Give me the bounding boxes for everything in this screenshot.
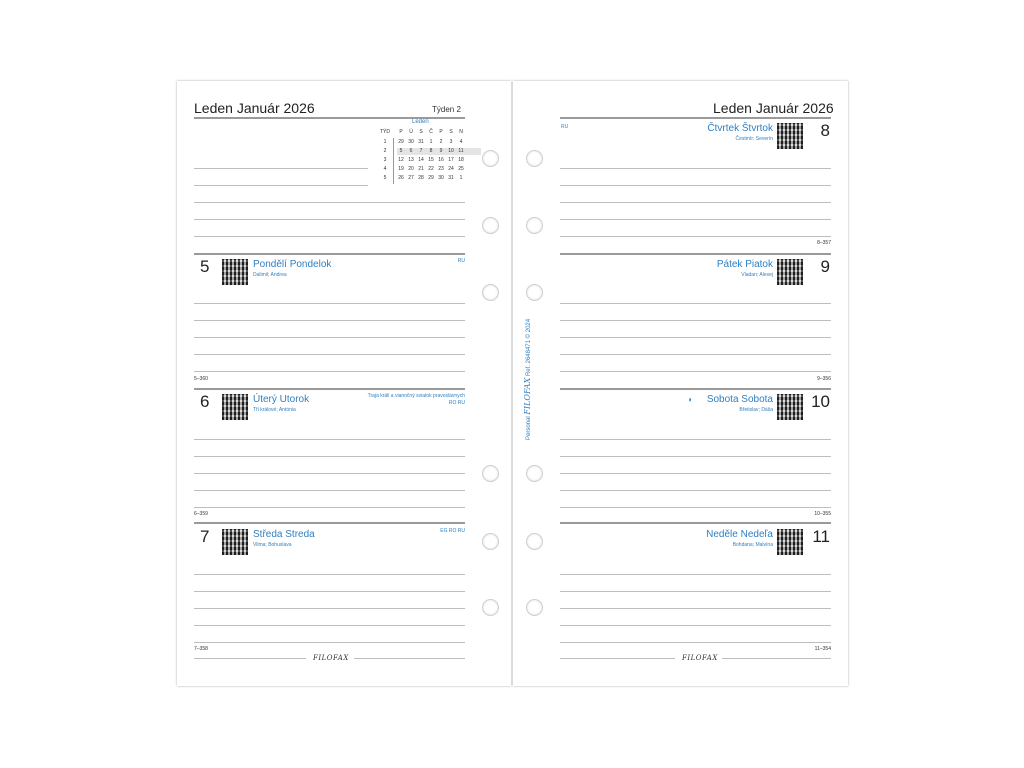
mini-calendar-day: 29: [428, 175, 434, 181]
mini-calendar-day: 8: [429, 148, 433, 154]
mini-calendar-day: 6: [409, 148, 413, 154]
ruled-line: [560, 608, 831, 609]
ruled-line: [194, 591, 465, 592]
ruled-line: [560, 591, 831, 592]
mini-calendar-day: 21: [418, 166, 424, 172]
punch-hole: [482, 465, 499, 482]
qr-code-icon: [777, 259, 803, 285]
moon-phase-icon: ◑: [687, 395, 692, 404]
day-of-year-code: 9–356: [817, 376, 831, 382]
mini-calendar-week-number: 5: [383, 175, 387, 181]
left-page-title: Leden Január 2026: [194, 100, 315, 116]
week-label: Týden 2: [432, 105, 461, 114]
mini-calendar-day: 13: [408, 157, 414, 163]
mini-calendar-day: 9: [439, 148, 443, 154]
mini-calendar-header: P: [439, 129, 443, 135]
ruled-line: [560, 354, 831, 355]
ruled-line: [194, 168, 368, 169]
filofax-logo-left: FILOFAX: [310, 654, 352, 662]
mini-calendar-header: N: [459, 129, 463, 135]
mini-calendar-header: S: [449, 129, 453, 135]
day-separator: [560, 253, 831, 255]
ruled-line: [560, 574, 831, 575]
day-number: 9: [820, 257, 830, 276]
day-name: Pondělí Pondelok: [253, 259, 332, 270]
side-note-prefix: Personal: [526, 416, 532, 440]
day-separator: [560, 388, 831, 390]
ruled-line: [560, 490, 831, 491]
day-name: Úterý Utorok: [253, 394, 310, 405]
ruled-line: [560, 303, 831, 304]
mini-calendar-day: 27: [408, 175, 414, 181]
mini-calendar-header: Č: [429, 129, 433, 135]
qr-code-icon: [777, 394, 803, 420]
name-days: Tři králové; Antónia: [253, 407, 296, 413]
mini-calendar-week-number: 3: [383, 157, 387, 163]
mini-calendar-header: P: [399, 129, 403, 135]
punch-hole: [526, 533, 543, 550]
ruled-line: [194, 202, 465, 203]
day-number: 5: [200, 257, 210, 276]
day-name: Čtvrtek Štvrtok: [707, 123, 773, 134]
mini-calendar-day: 11: [458, 148, 464, 154]
country-tags: RU: [561, 124, 569, 130]
qr-code-icon: [222, 529, 248, 555]
ruled-line: [560, 185, 831, 186]
ruled-line: [560, 507, 831, 508]
punch-hole: [526, 599, 543, 616]
right-page-title: Leden Január 2026: [713, 100, 834, 116]
day-separator: [194, 388, 465, 390]
mini-calendar-header: S: [419, 129, 423, 135]
mini-calendar-day: 4: [459, 139, 463, 145]
mini-calendar-day: 16: [438, 157, 444, 163]
ruled-line: [194, 320, 465, 321]
mini-calendar-day: 5: [399, 148, 403, 154]
name-days: Čestmír; Severín: [735, 136, 773, 142]
punch-hole: [526, 284, 543, 301]
day-of-year-code: 5–360: [194, 376, 208, 382]
mini-calendar-week-number: 2: [383, 148, 387, 154]
day-number: 8: [820, 121, 830, 140]
holiday-tag: EG RO RU: [440, 528, 465, 534]
side-note-logo: FILOFAX: [523, 377, 532, 415]
ruled-line: [560, 219, 831, 220]
ruled-line: [560, 236, 831, 237]
name-days: Bohdana; Malvína: [732, 542, 773, 548]
ruled-line: [560, 456, 831, 457]
ruled-line: [194, 303, 465, 304]
qr-code-icon: [222, 259, 248, 285]
punch-hole: [482, 217, 499, 234]
ruled-line: [194, 219, 465, 220]
mini-calendar-day: 30: [408, 139, 414, 145]
ruled-line: [560, 642, 831, 643]
ruled-line: [560, 658, 675, 659]
day-of-year-code: 6–359: [194, 511, 208, 517]
mini-calendar-day: 12: [398, 157, 404, 163]
day-number: 11: [812, 527, 830, 546]
punch-hole: [526, 217, 543, 234]
holiday-tag: RU: [457, 258, 465, 264]
ruled-line: [194, 456, 465, 457]
mini-calendar-day: 1: [459, 175, 463, 181]
ruled-line: [194, 236, 465, 237]
right-page: [513, 81, 848, 686]
header-rule: [560, 117, 831, 119]
name-days: Vladan; Alexej: [741, 272, 773, 278]
mini-calendar-day: 19: [398, 166, 404, 172]
day-of-year-code: 8–357: [817, 240, 831, 246]
ruled-line: [722, 658, 831, 659]
mini-calendar-day: 14: [418, 157, 424, 163]
mini-calendar-day: 26: [398, 175, 404, 181]
ruled-line: [354, 658, 465, 659]
ruled-line: [194, 574, 465, 575]
ruled-line: [194, 371, 465, 372]
holiday-tag: Traja králi a vianočný sviatok pravoslávnych: [367, 393, 465, 399]
punch-hole: [526, 465, 543, 482]
day-of-year-code: 10–355: [814, 511, 831, 517]
day-number: 7: [200, 527, 210, 546]
mini-calendar-day: 31: [418, 139, 424, 145]
side-note-year: © 2024: [526, 318, 532, 339]
ruled-line: [194, 354, 465, 355]
ruled-line: [194, 658, 306, 659]
mini-calendar-week-number: 1: [383, 139, 387, 145]
day-separator: [560, 522, 831, 524]
mini-calendar-day: 29: [398, 139, 404, 145]
ruled-line: [194, 642, 465, 643]
mini-calendar-day: 7: [419, 148, 423, 154]
filofax-logo-right: FILOFAX: [679, 654, 721, 662]
mini-calendar-week-number: 4: [383, 166, 387, 172]
mini-calendar-day: 1: [429, 139, 433, 145]
name-days: Dalimil; Andrea: [253, 272, 287, 278]
mini-calendar-day: 28: [418, 175, 424, 181]
mini-calendar-day: 22: [428, 166, 434, 172]
qr-code-icon: [777, 123, 803, 149]
day-separator: [194, 253, 465, 255]
ruled-line: [560, 439, 831, 440]
ruled-line: [194, 625, 465, 626]
mini-calendar-header: TÝD: [380, 129, 390, 135]
ruled-line: [560, 320, 831, 321]
mini-calendar-month: Leden: [412, 119, 429, 125]
ruled-line: [194, 490, 465, 491]
punch-hole: [482, 150, 499, 167]
ruled-line: [194, 337, 465, 338]
day-name: Středa Streda: [253, 529, 315, 540]
ruled-line: [194, 608, 465, 609]
side-note-ref: Ref. 2648471: [526, 340, 532, 377]
day-separator: [194, 522, 465, 524]
mini-calendar-day: 24: [448, 166, 454, 172]
punch-hole: [526, 150, 543, 167]
mini-calendar-day: 23: [438, 166, 444, 172]
mini-calendar-day: 18: [458, 157, 464, 163]
mini-calendar-day: 20: [408, 166, 414, 172]
header-rule: [194, 117, 465, 119]
ruled-line: [560, 202, 831, 203]
mini-calendar-day: 3: [449, 139, 453, 145]
day-number: 10: [811, 392, 830, 411]
name-days: Vilma; Bohuslava: [253, 542, 292, 548]
mini-calendar-divider: [393, 138, 394, 184]
mini-calendar-header: Ú: [409, 129, 413, 135]
mini-calendar-day: 31: [448, 175, 454, 181]
punch-hole: [482, 284, 499, 301]
side-reference-note: [523, 319, 532, 440]
day-of-year-code: 11–354: [814, 646, 831, 652]
day-name: Pátek Piatok: [716, 259, 773, 270]
punch-hole: [482, 599, 499, 616]
name-days: Břetislav; Dáša: [739, 407, 773, 413]
ruled-line: [194, 507, 465, 508]
ruled-line: [194, 185, 368, 186]
mini-calendar-day: 10: [448, 148, 454, 154]
day-number: 6: [200, 392, 210, 411]
day-name: Neděle Nedeľa: [706, 529, 773, 540]
ruled-line: [560, 168, 831, 169]
day-of-year-code: 7–358: [194, 646, 208, 652]
ruled-line: [560, 473, 831, 474]
qr-code-icon: [222, 394, 248, 420]
country-tags: RO RU: [448, 400, 465, 406]
qr-code-icon: [777, 529, 803, 555]
mini-calendar-day: 30: [438, 175, 444, 181]
punch-hole: [482, 533, 499, 550]
ruled-line: [194, 439, 465, 440]
mini-calendar-day: 2: [439, 139, 443, 145]
mini-calendar: [378, 119, 468, 187]
mini-calendar-day: 15: [428, 157, 434, 163]
ruled-line: [194, 473, 465, 474]
day-name: Sobota Sobota: [706, 394, 773, 405]
mini-calendar-day: 25: [458, 166, 464, 172]
ruled-line: [560, 625, 831, 626]
ruled-line: [560, 337, 831, 338]
ruled-line: [560, 371, 831, 372]
mini-calendar-day: 17: [448, 157, 454, 163]
